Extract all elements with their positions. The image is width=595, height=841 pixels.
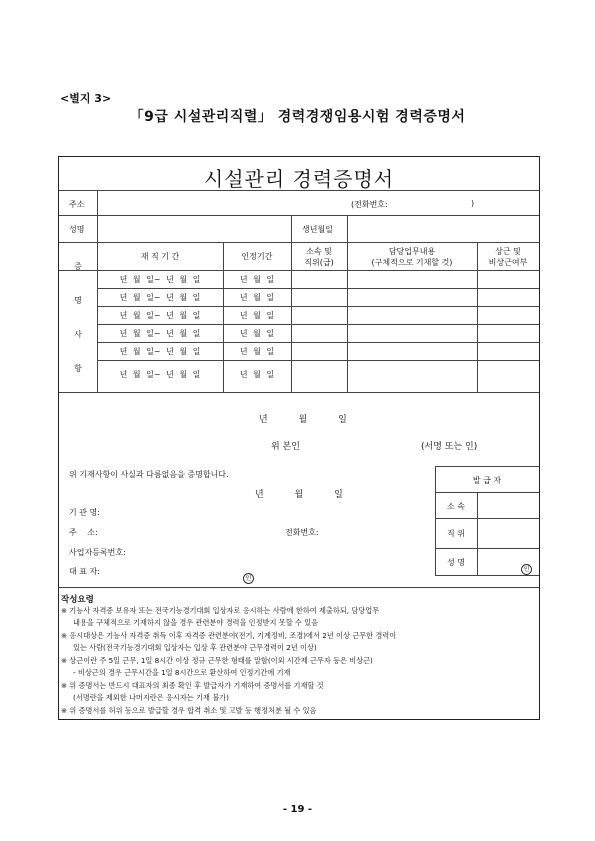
issuer-position-label: 직 위 <box>447 529 465 538</box>
date-line: 년 월 일 <box>259 415 347 425</box>
period-cell: 년 월 일~ 년 월 일 <box>119 370 201 379</box>
recognized-cell: 년 월 일 <box>239 347 275 356</box>
notes-title: 작성요령 <box>61 595 94 605</box>
issuer-dept-label: 소 속 <box>447 502 465 511</box>
ceo-label: 대 표 자: <box>69 567 100 576</box>
note-line: (서명란을 제외한 나머지란은 응시자는 기재 불가) <box>73 693 229 702</box>
phone-hint: (전화번호: <box>351 200 388 209</box>
recognized-cell: 년 월 일 <box>239 275 275 284</box>
form-title: 시설관리 경력증명서 <box>203 167 395 191</box>
note-line: ※ 기능사 자격증 보유자 또는 전국기능경기대회 입상자로 응시하는 사람에 한하여 제출하되, 담당업무 <box>61 606 380 615</box>
recognized-header: 인정기간 <box>241 252 273 261</box>
name-label: 성명 <box>69 225 85 234</box>
recognized-cell: 년 월 일 <box>239 329 275 338</box>
document-title: 「9급 시설관리직렬」 경력경쟁임용시험 경력증명서 <box>129 109 466 125</box>
period-cell: 년 월 일~ 년 월 일 <box>119 275 201 284</box>
biz-reg-label: 사업자등록번호: <box>69 548 126 557</box>
note-line: ※ 상근이란 주 5일 근무, 1일 8시간 이상 정규 근무한 형태를 말함(이외 시간제 근무자 등은 비상근) <box>61 656 373 665</box>
applicant-line: 위 본인 <box>271 442 300 452</box>
org-phone-label: 전화번호: <box>285 528 319 537</box>
birthdate-label: 생년월일 <box>302 225 333 234</box>
note-line: 내용을 구체적으로 기재하지 않을 경우 관련분야 경력을 인정받지 못할 수 있음 <box>73 618 319 627</box>
period-cell: 년 월 일~ 년 월 일 <box>119 329 201 338</box>
period-cell: 년 월 일~ 년 월 일 <box>119 347 201 356</box>
recognized-cell: 년 월 일 <box>239 370 275 379</box>
ceo-seal-mark: 인 <box>243 565 254 584</box>
issuer-box-title: 발 급 자 <box>472 476 502 485</box>
address-label: 주소 <box>69 200 85 209</box>
issuer-name-label: 성 명 <box>447 558 465 567</box>
note-line: ※ 응시대상은 기능사 자격증 취득 이후 자격증 관련분야(전기, 기계정비, 조경)에서 2년 이상 근무한 경력이 <box>61 631 397 640</box>
career-certificate-form <box>58 156 540 720</box>
proof-side-char: 항 <box>74 364 82 373</box>
signature-hint: (서명 또는 인) <box>421 442 478 452</box>
issue-date-line: 년 월 일 <box>255 490 343 500</box>
period-header: 재 직 기 간 <box>140 252 180 261</box>
note-line: 있는 사람(전국기능경기대회 입상자는 입상 후 관련분야 근무경력이 2년 이상) <box>73 643 317 652</box>
attachment-label: <별지 3> <box>60 92 112 105</box>
proof-side-char: 사 <box>74 330 82 339</box>
period-cell: 년 월 일~ 년 월 일 <box>119 293 201 302</box>
issuer-seal-mark: 인 <box>521 556 532 575</box>
recognized-cell: 년 월 일 <box>239 311 275 320</box>
affiliation-header-line1: 소속 및 <box>306 247 332 256</box>
duties-header-line1: 담당업무내용 <box>388 247 436 256</box>
phone-hint-close: ) <box>471 199 475 208</box>
recognized-cell: 년 월 일 <box>239 293 275 302</box>
note-line: ※ 위 증명서를 허위 등으로 발급할 경우 합격 취소 및 고발 등 행정처분 될 수 있음 <box>61 706 317 715</box>
org-address-label: 주 소: <box>69 528 98 537</box>
page-number: - 19 - <box>282 804 313 815</box>
note-line: ※ 위 증명서는 반드시 대표자의 최종 확인 후 발급자가 기재하여 증명서를 기재할 것 <box>61 681 324 690</box>
fulltime-header-line1: 상근 및 <box>495 247 521 256</box>
note-line: - 비상근의 경우 근무시간을 1일 8시간으로 환산하여 인정기간에 기재 <box>73 668 291 677</box>
certify-statement: 위 기재사항이 사실과 다름없음을 증명합니다. <box>69 470 229 479</box>
duties-header-line2: (구체적으로 기재할 것) <box>371 258 453 267</box>
affiliation-header-line2: 직위(급) <box>304 258 334 267</box>
proof-side-char: 증 <box>74 262 82 271</box>
fulltime-header-line2: 비상근여부 <box>488 258 528 267</box>
period-cell: 년 월 일~ 년 월 일 <box>119 311 201 320</box>
proof-side-char: 명 <box>74 296 82 305</box>
org-name-label: 기 관 명: <box>69 508 100 517</box>
